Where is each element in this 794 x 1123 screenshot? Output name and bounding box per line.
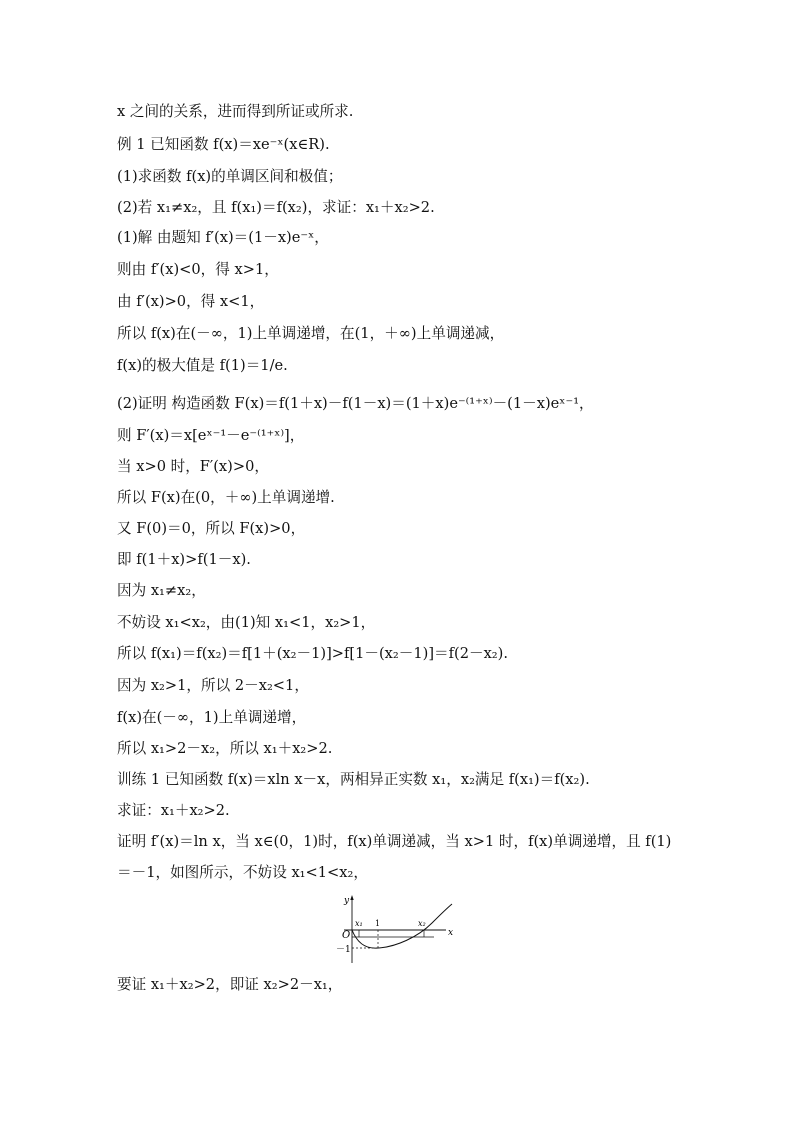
text-line: (2)若 x₁≠x₂，且 f(x₁)＝f(x₂)，求证：x₁＋x₂>2.: [117, 199, 435, 216]
text-line: ＝－1，如图所示，不妨设 x₁<1<x₂，: [117, 864, 368, 881]
function-graph: [330, 893, 460, 965]
text-line: x 之间的关系，进而得到所证或所求.: [117, 103, 354, 120]
text-line: 当 x>0 时，F′(x)>0，: [117, 458, 269, 475]
text-line: 所以 F(x)在(0，＋∞)上单调递增.: [117, 489, 335, 506]
x1-label: x₁: [355, 919, 363, 928]
x2-label: x₂: [418, 919, 426, 928]
text-line: 要证 x₁＋x₂>2，即证 x₂>2－x₁，: [117, 976, 343, 993]
proof-start: 证明 f′(x)＝ln x，当 x∈(0，1)时，f(x)单调递减，当 x>1 时，f(x)单调递增，且 f(1): [117, 833, 672, 850]
example-title: 例 1 已知函数 f(x)＝xe⁻ˣ(x∈R).: [117, 136, 330, 153]
proof-start: (2)证明 构造函数 F(x)＝f(1＋x)－f(1－x)＝(1＋x)e⁻⁽¹⁺ˣ⁾－(1－x)eˣ⁻¹，: [117, 395, 594, 412]
text-line: 则 F′(x)＝x[eˣ⁻¹－e⁻⁽¹⁺ˣ⁾]，: [117, 427, 305, 444]
text-line: 所以 f(x)在(－∞，1)上单调递增，在(1，＋∞)上单调递减，: [117, 325, 505, 342]
exercise-title: 训练 1 已知函数 f(x)＝xln x－x，两相异正实数 x₁，x₂满足 f(x₁)＝f(x₂).: [117, 771, 590, 788]
y-axis-arrow: [350, 895, 353, 900]
text-line: 不妨设 x₁<x₂，由(1)知 x₁<1，x₂>1，: [117, 614, 376, 631]
text-line: 由 f′(x)>0，得 x<1，: [117, 293, 265, 310]
function-graph-figure: [330, 893, 460, 965]
curve: [352, 904, 452, 948]
x-label: x: [448, 928, 454, 938]
text-line: 因为 x₁≠x₂，: [117, 582, 206, 599]
one-label: 1: [375, 919, 381, 928]
text-line: f(x)的极大值是 f(1)＝1/e.: [117, 357, 288, 374]
text-line: 求证：x₁＋x₂>2.: [117, 802, 230, 819]
text-line: (1)求函数 f(x)的单调区间和极值；: [117, 168, 343, 185]
text-line: 又 F(0)＝0，所以 F(x)>0，: [117, 520, 306, 537]
text-line: f(x)在(－∞，1)上单调递增，: [117, 709, 307, 726]
origin-label: O: [342, 930, 351, 941]
text-line: 则由 f′(x)<0，得 x>1，: [117, 261, 279, 278]
text-line: 即 f(1＋x)>f(1－x).: [117, 551, 251, 568]
text-line: 因为 x₂>1，所以 2－x₂<1，: [117, 677, 309, 694]
y-label: y: [344, 896, 350, 906]
text-line: 所以 x₁>2－x₂，所以 x₁＋x₂>2.: [117, 740, 333, 757]
solution-start: (1)解 由题知 f′(x)＝(1－x)e⁻ˣ，: [117, 229, 329, 246]
text-line: 所以 f(x₁)＝f(x₂)＝f[1＋(x₂－1)]>f[1－(x₂－1)]＝f(2－x₂).: [117, 645, 508, 662]
minus-one-label: －1: [336, 945, 351, 955]
